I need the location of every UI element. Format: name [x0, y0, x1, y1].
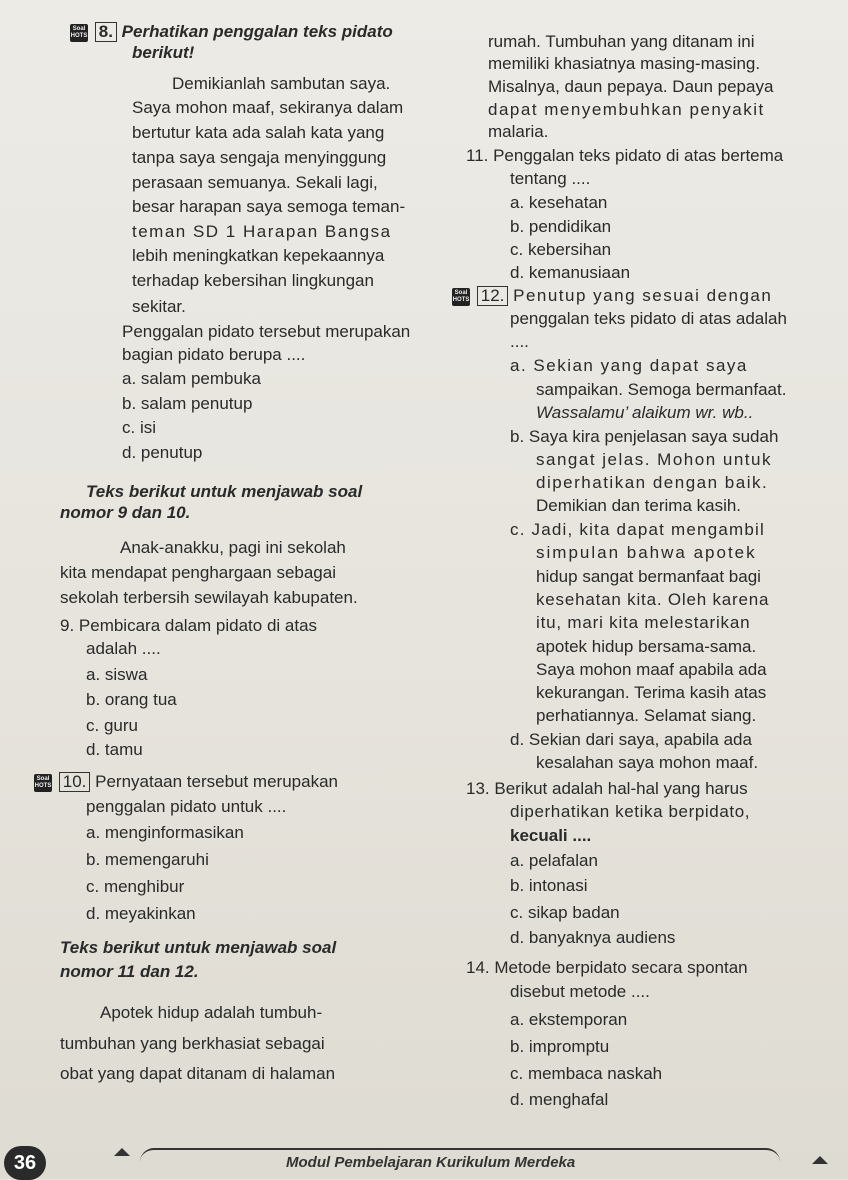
q8-option-b[interactable]: b. salam penutup — [122, 394, 253, 413]
q14-option-a[interactable]: a. ekstemporan — [510, 1010, 628, 1029]
q10-stem: Pernyataan tersebut merupakan — [95, 772, 338, 791]
q8-passage-line: teman SD 1 Harapan Bangsa — [132, 222, 392, 241]
q12-option-b[interactable]: b. Saya kira penjelasan saya sudah — [510, 427, 779, 446]
q12-option-c-line: kesehatan kita. Oleh karena — [536, 590, 770, 609]
q14-option-d[interactable]: d. menghafal — [510, 1090, 609, 1109]
intro-11-12: nomor 11 dan 12. — [60, 962, 199, 981]
q9-option-d[interactable]: d. tamu — [86, 740, 143, 759]
q11-option-a[interactable]: a. kesehatan — [510, 193, 608, 212]
q13-option-d[interactable]: d. banyaknya audiens — [510, 928, 676, 947]
q12-option-a-line: Wassalamu’ alaikum wr. wb.. — [536, 403, 754, 422]
q12-number: 12. — [477, 286, 509, 306]
q12-option-c[interactable]: c. Jadi, kita dapat mengambil — [510, 520, 765, 539]
passage-11-12-line: Misalnya, daun pepaya. Daun pepaya — [488, 77, 774, 96]
q13-stem: kecuali .... — [510, 826, 592, 845]
q8-passage-line: tanpa saya sengaja menyinggung — [132, 148, 387, 167]
q10-header — [34, 772, 338, 792]
q12-stem: penggalan teks pidato di atas adalah — [510, 309, 787, 328]
q8-passage-line: sekitar. — [132, 297, 186, 316]
q12-option-c-line: itu, mari kita melestarikan — [536, 613, 751, 632]
q8-stem: bagian pidato berupa .... — [122, 345, 306, 364]
q12-option-c-line: perhatiannya. Selamat siang. — [536, 706, 757, 725]
q8-number: 8. — [95, 22, 117, 42]
q10-option-d[interactable]: d. meyakinkan — [86, 904, 196, 923]
q11-option-b[interactable]: b. pendidikan — [510, 217, 612, 236]
q13-stem: 13. Berikut adalah hal-hal yang harus — [466, 779, 748, 798]
passage-11-12-line: memiliki khasiatnya masing-masing. — [488, 54, 761, 73]
q11-option-d[interactable]: d. kemanusiaan — [510, 263, 631, 282]
q9-option-a[interactable]: a. siswa — [86, 665, 148, 684]
soal-hots-badge: Soal HOTS — [452, 288, 470, 306]
q9-option-b[interactable]: b. orang tua — [86, 690, 177, 709]
intro-9-10: Teks berikut untuk menjawab soal — [86, 482, 363, 501]
q10-option-b[interactable]: b. memengaruhi — [86, 850, 209, 869]
q12-option-c-line: kekurangan. Terima kasih atas — [536, 683, 767, 702]
q12-option-b-line: Demikian dan terima kasih. — [536, 496, 742, 515]
passage-11-12-line: tumbuhan yang berkhasiat sebagai — [60, 1034, 325, 1053]
q9-option-c[interactable]: c. guru — [86, 716, 138, 735]
q8-header — [70, 22, 393, 42]
q11-option-c[interactable]: c. kebersihan — [510, 240, 612, 259]
footer-title: Modul Pembelajaran Kurikulum Merdeka — [286, 1154, 576, 1171]
passage-9-10-line: sekolah terbersih sewilayah kabupaten. — [60, 588, 358, 607]
intro-9-10: nomor 9 dan 10. — [60, 503, 191, 522]
triangle-decoration-icon — [812, 1156, 828, 1164]
q10-stem: penggalan pidato untuk .... — [86, 797, 287, 816]
passage-11-12-line: obat yang dapat ditanam di halaman — [60, 1064, 336, 1083]
q10-option-a[interactable]: a. menginformasikan — [86, 823, 244, 842]
q13-stem: diperhatikan ketika berpidato, — [510, 802, 751, 821]
q14-option-b[interactable]: b. impromptu — [510, 1037, 610, 1056]
soal-hots-badge: Soal HOTS — [70, 24, 88, 42]
q12-option-d-line: kesalahan saya mohon maaf. — [536, 753, 759, 772]
intro-11-12: Teks berikut untuk menjawab soal — [60, 938, 337, 957]
q14-option-c[interactable]: c. membaca naskah — [510, 1064, 663, 1083]
q11-stem: 11. Penggalan teks pidato di atas bertema — [466, 146, 784, 165]
q8-passage-line: terhadap kebersihan lingkungan — [132, 271, 374, 290]
q12-option-b-line: sangat jelas. Mohon untuk — [536, 450, 772, 469]
q14-stem: 14. Metode berpidato secara spontan — [466, 958, 748, 977]
q8-passage-line: Saya mohon maaf, sekiranya dalam — [132, 98, 404, 117]
q12-option-c-line: Saya mohon maaf apabila ada — [536, 660, 767, 679]
q8-passage-line: bertutur kata ada salah kata yang — [132, 123, 385, 142]
q13-option-b[interactable]: b. intonasi — [510, 876, 588, 895]
passage-9-10-line: Anak-anakku, pagi ini sekolah — [120, 538, 346, 557]
q8-option-c[interactable]: c. isi — [122, 418, 156, 437]
q12-header — [452, 286, 772, 306]
q12-option-b-line: diperhatikan dengan baik. — [536, 473, 769, 492]
q12-option-c-line: hidup sangat bermanfaat bagi — [536, 567, 761, 586]
passage-11-12-line: malaria. — [488, 122, 549, 141]
q8-passage-line: perasaan semuanya. Sekali lagi, — [132, 173, 378, 192]
q13-option-a[interactable]: a. pelafalan — [510, 851, 598, 870]
q14-stem: disebut metode .... — [510, 982, 650, 1001]
q12-option-a[interactable]: a. Sekian yang dapat saya — [510, 356, 748, 375]
q12-stem: Penutup yang sesuai dengan — [513, 286, 773, 305]
q8-passage-line: besar harapan saya semoga teman- — [132, 197, 406, 216]
q12-option-a-line: sampaikan. Semoga bermanfaat. — [536, 380, 787, 399]
q11-stem: tentang .... — [510, 169, 591, 188]
q8-stem: Penggalan pidato tersebut merupakan — [122, 322, 411, 341]
q8-title-line1: Perhatikan penggalan teks pidato — [121, 22, 393, 41]
q9-stem: 9. Pembicara dalam pidato di atas — [60, 616, 318, 635]
q10-option-c[interactable]: c. menghibur — [86, 877, 185, 896]
passage-11-12-line: Apotek hidup adalah tumbuh- — [100, 1003, 323, 1022]
q12-option-d[interactable]: d. Sekian dari saya, apabila ada — [510, 730, 752, 749]
q8-passage-line: Demikianlah sambutan saya. — [172, 74, 391, 93]
q9-stem: adalah .... — [86, 639, 161, 658]
q12-option-c-line: simpulan bahwa apotek — [536, 543, 757, 562]
q13-option-c[interactable]: c. sikap badan — [510, 903, 620, 922]
soal-hots-badge: Soal HOTS — [34, 774, 52, 792]
q8-option-d[interactable]: d. penutup — [122, 443, 203, 462]
passage-9-10-line: kita mendapat penghargaan sebagai — [60, 563, 336, 582]
passage-11-12-line: dapat menyembuhkan penyakit — [488, 100, 765, 119]
page-number: 36 — [4, 1146, 46, 1180]
q10-number: 10. — [59, 772, 91, 792]
q8-option-a[interactable]: a. salam pembuka — [122, 369, 261, 388]
passage-11-12-line: rumah. Tumbuhan yang ditanam ini — [488, 32, 755, 51]
triangle-decoration-icon — [114, 1148, 130, 1156]
q12-stem: .... — [510, 332, 529, 351]
q12-option-c-line: apotek hidup bersama-sama. — [536, 637, 757, 656]
q8-passage-line: lebih meningkatkan kepekaannya — [132, 246, 385, 265]
q8-title-line2: berikut! — [132, 43, 195, 62]
